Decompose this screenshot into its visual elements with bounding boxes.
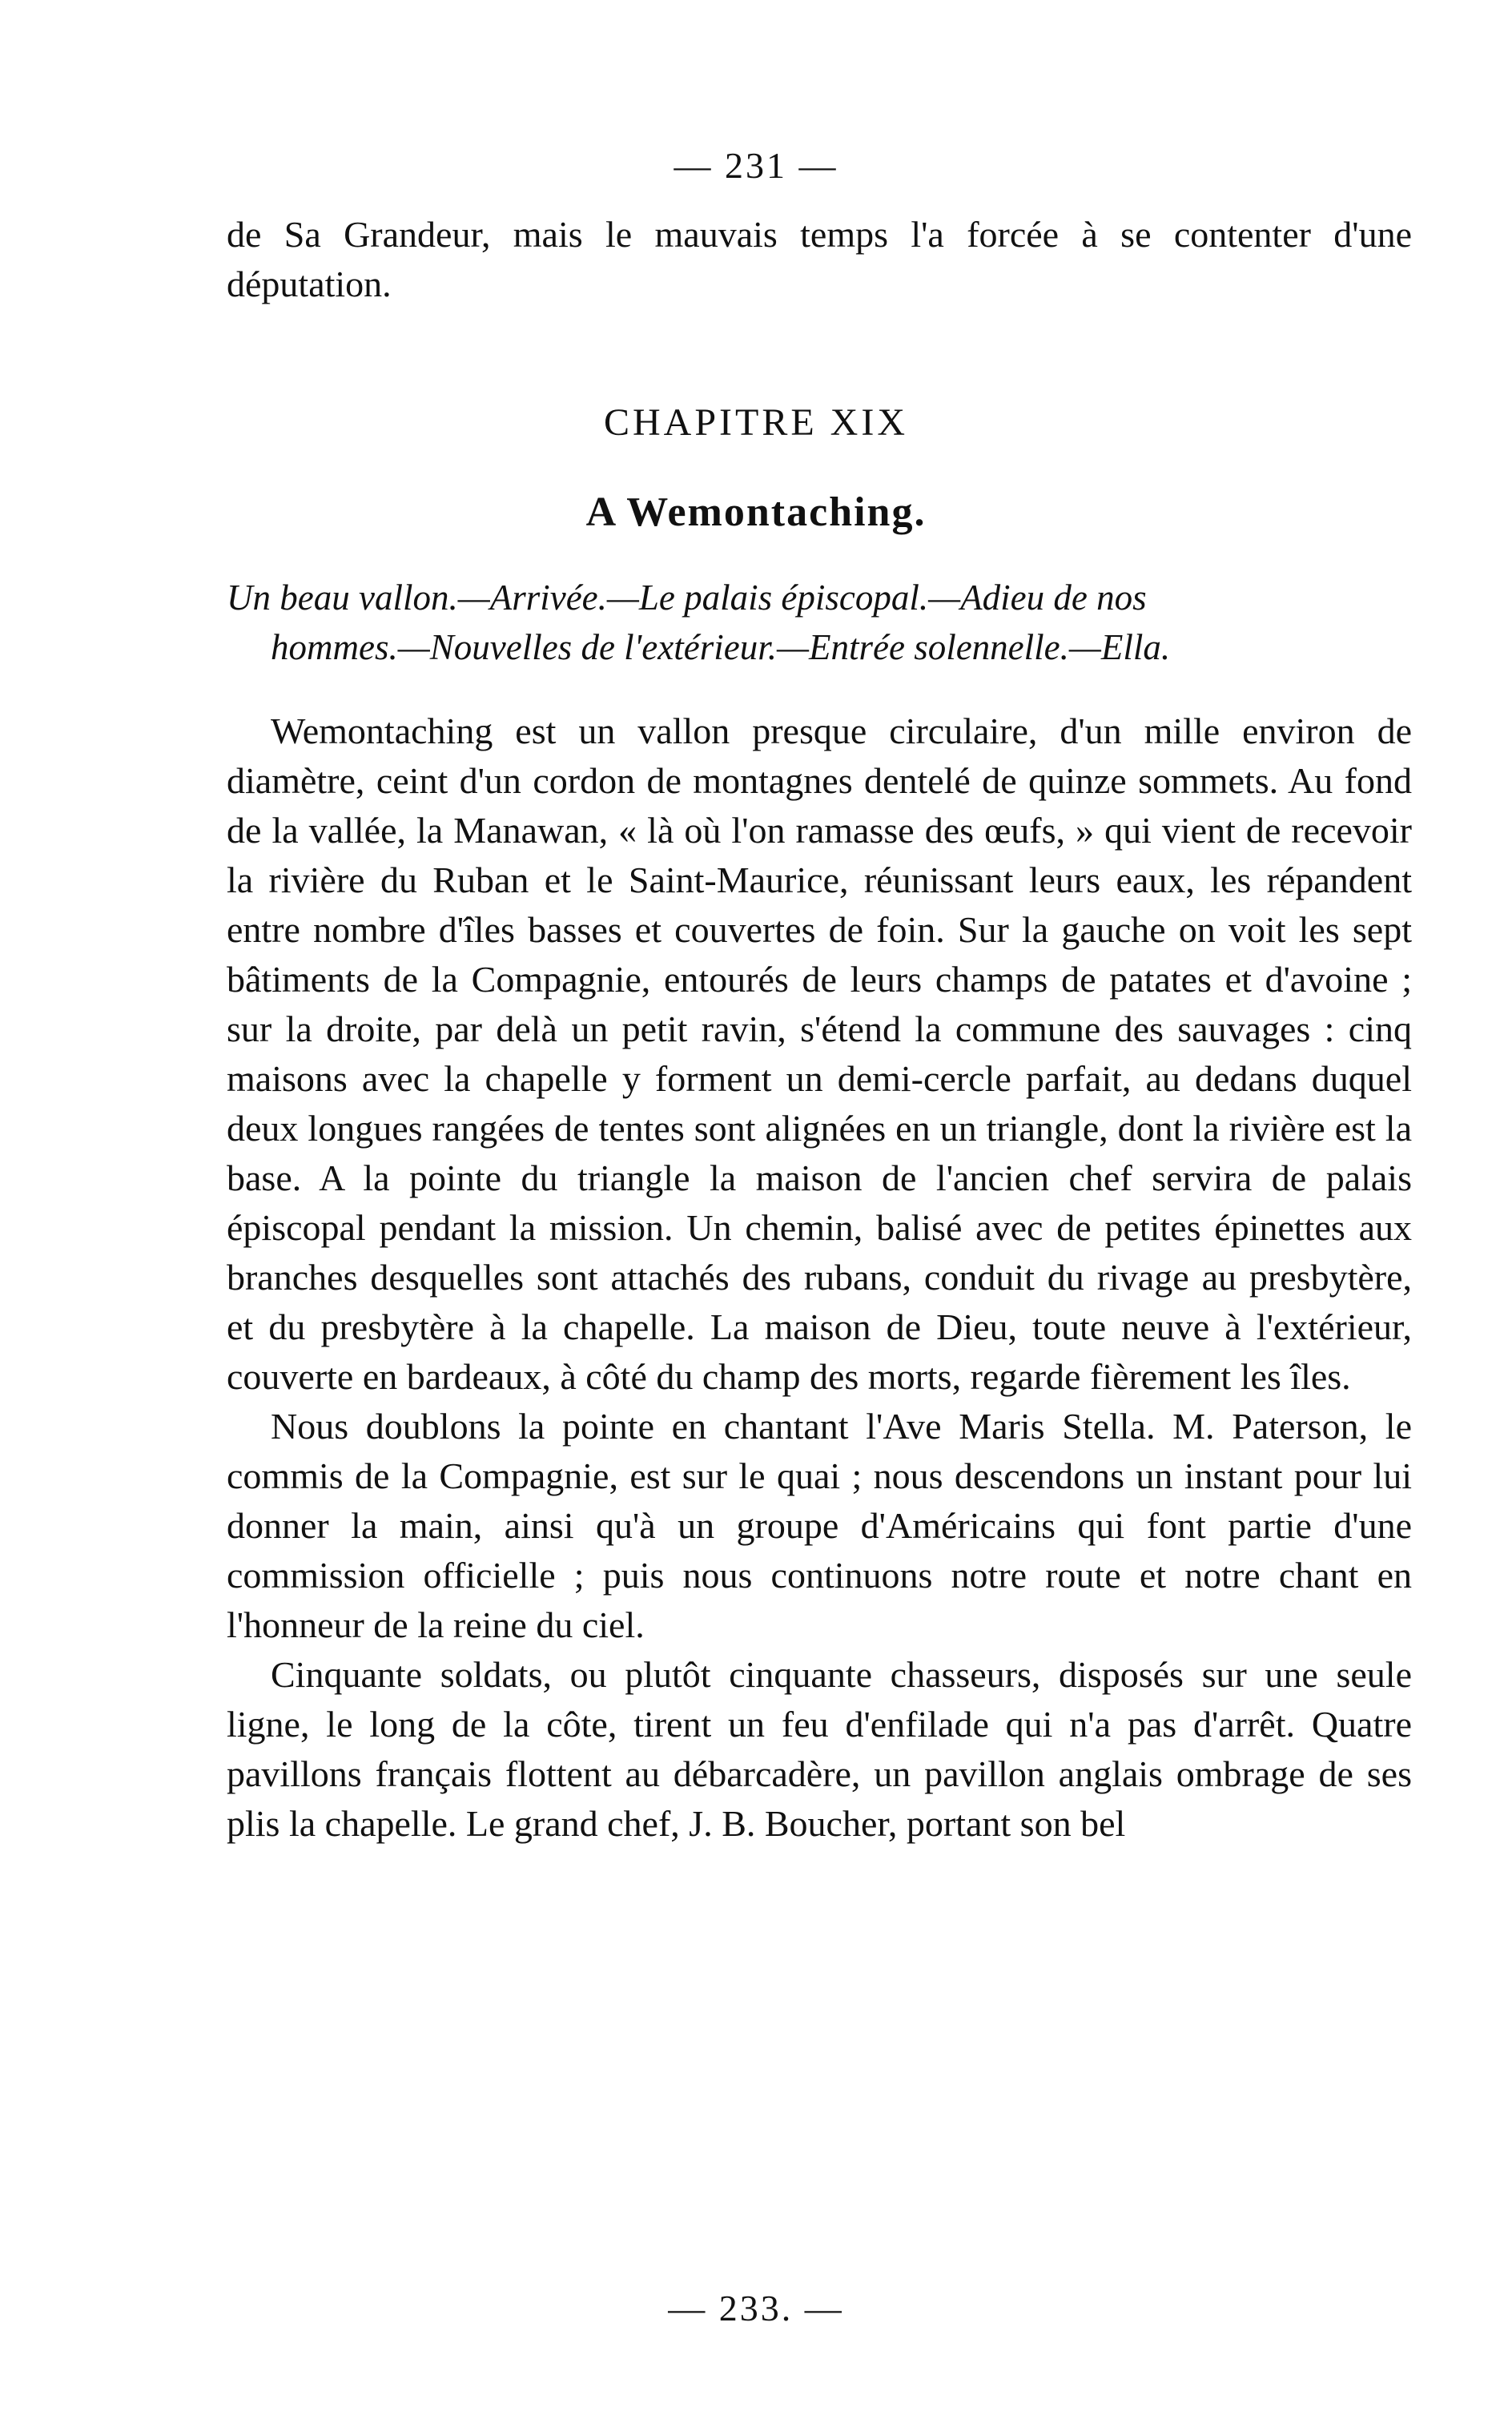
chapter-summary-line-2: hommes.—Nouvelles de l'extérieur.—Entrée solennelle.—Ella. (271, 627, 1171, 667)
paragraph-3: Cinquante soldats, ou plutôt cinquante chasseurs, disposés sur une seule ligne, le long de la côte, tirent un feu d'enfilade qui n'a pas d'arrêt. Quatre pavillons français flottent au débarcadère, un pavillon anglais ombrage de ses plis la chapelle. Le grand chef, J. B. Boucher, portant son bel (227, 1654, 1412, 1844)
paragraph-1: Wemontaching est un vallon presque circulaire, d'un mille environ de diamètre, ceint d'un cordon de montagnes dentelé de quinze sommets. Au fond de la vallée, la Manawan, « là où l'on ramasse des œufs, » qui vient de recevoir la rivière du Ruban et le Saint-Maurice, réunissant leurs eaux, les répandent entre nombre d'îles basses et couvertes de foin. Sur la gauche on voit les sept bâtiments de la Compagnie, entourés de leurs champs de patates et d'avoine ; sur la droite, par delà un petit ravin, s'étend la commune des sauvages : cinq maisons avec la chapelle y forment un demi-cercle parfait, au dedans duquel deux longues rangées de tentes sont alignées en un triangle, dont la rivière est la base. A la pointe du triangle la maison de l'ancien chef servira de palais épiscopal pendant la mission. Un chemin, balisé avec de petites épinettes aux branches desquelles sont attachés des rubans, conduit du rivage au presbytère, et du presbytère à la chapelle. La maison de Dieu, toute neuve à l'extérieur, couverte en bardeaux, à côté du champ des morts, regarde fièrement les îles. (227, 710, 1412, 1397)
chapter-subtitle: A Wemontaching. (585, 489, 927, 535)
page-number-top: — 231 — (674, 145, 838, 186)
page-number-bottom: — 233. — (668, 2288, 844, 2328)
chapter-title: CHAPITRE XIX (604, 401, 908, 444)
paragraph-2: Nous doublons la pointe en chantant l'Ave Maris Stella. M. Paterson, le commis de la Compagnie, est sur le quai ; nous descendons un instant pour lui donner la main, ainsi qu'à un groupe d'Américains qui font partie d'une commission officielle ; puis nous continuons notre route et notre chant en l'honneur de la reine du ciel. (227, 1406, 1412, 1645)
chapter-summary (227, 573, 1412, 672)
continuation-text (227, 210, 1412, 309)
continuation-paragraph: de Sa Grandeur, mais le mauvais temps l'a forcée à se contenter d'une députation. (227, 214, 1412, 304)
chapter-summary-line-1: Un beau vallon.—Arrivée.—Le palais épiscopal.—Adieu de nos (227, 578, 1147, 618)
body-text (227, 706, 1412, 1849)
